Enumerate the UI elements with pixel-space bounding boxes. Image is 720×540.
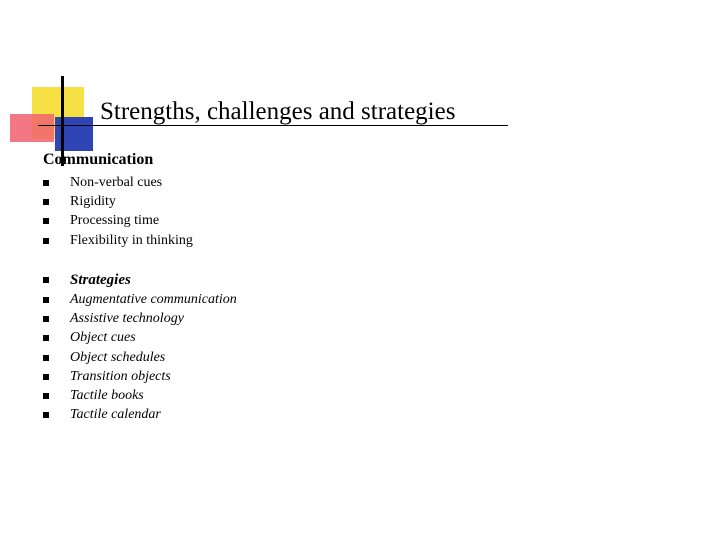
list-item	[43, 211, 193, 230]
list-item-label: Transition objects	[70, 368, 171, 384]
challenges-list	[43, 173, 193, 250]
list-item-label: Tactile calendar	[70, 407, 161, 423]
list-item	[43, 328, 237, 347]
square-bullet-icon	[43, 374, 49, 380]
strategies-heading-label: Strategies	[70, 272, 131, 288]
square-bullet-icon	[43, 412, 49, 418]
list-item-label: Processing time	[70, 213, 160, 229]
list-item	[43, 348, 237, 367]
list-item	[43, 290, 237, 309]
list-item	[43, 309, 237, 328]
strategies-heading	[43, 270, 131, 290]
square-bullet-icon	[43, 316, 49, 322]
list-item	[43, 367, 237, 386]
square-bullet-icon	[43, 238, 49, 244]
list-item-label: Flexibility in thinking	[70, 232, 193, 248]
square-bullet-icon	[43, 180, 49, 186]
list-item-label: Non-verbal cues	[70, 175, 163, 190]
square-bullet-icon	[43, 218, 49, 224]
list-item-label: Tactile books	[70, 387, 144, 403]
square-bullet-icon	[43, 355, 49, 361]
slide-title: Strengths, challenges and strategies	[100, 98, 456, 125]
list-item-label: Assistive technology	[70, 311, 184, 327]
list-item-label: Rigidity	[70, 194, 116, 210]
list-item	[43, 386, 237, 405]
list-item	[43, 405, 237, 424]
section-heading: Communication	[43, 151, 154, 168]
strategies-list	[43, 290, 237, 424]
list-item	[43, 173, 193, 192]
square-bullet-icon	[43, 277, 49, 283]
square-bullet-icon	[43, 297, 49, 303]
list-item	[43, 192, 193, 211]
list-item-label: Object cues	[70, 330, 136, 346]
list-item-label: Object schedules	[70, 349, 166, 365]
square-bullet-icon	[43, 393, 49, 399]
square-bullet-icon	[43, 335, 49, 341]
list-item-label: Augmentative communication	[70, 292, 237, 307]
list-item	[43, 231, 193, 250]
square-bullet-icon	[43, 199, 49, 205]
decor-red-square	[10, 114, 54, 142]
